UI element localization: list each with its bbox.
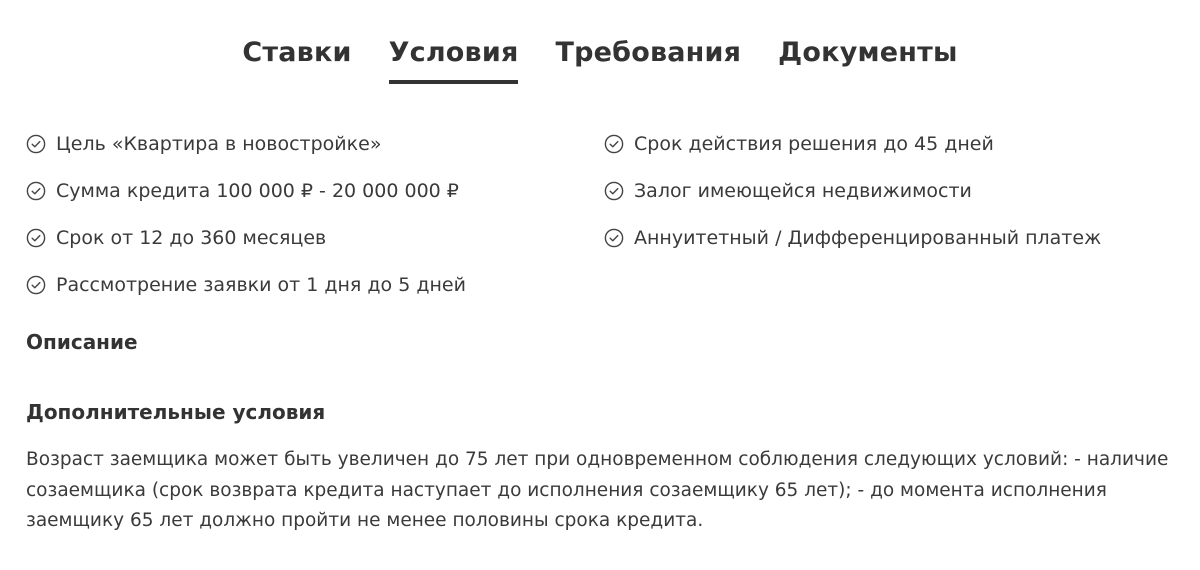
check-circle-icon [604, 181, 624, 201]
additional-conditions-heading: Дополнительные условия [26, 400, 326, 424]
features-right-column [604, 120, 1101, 261]
feature-label: Рассмотрение заявки от 1 дня до 5 дней [56, 273, 466, 296]
feature-item-term [26, 214, 466, 261]
tab-documents[interactable]: Документы [778, 37, 958, 68]
feature-label: Сумма кредита 100 000 ₽ - 20 000 000 ₽ [56, 179, 459, 202]
feature-label: Аннуитетный / Дифференцированный платеж [634, 226, 1102, 249]
tab-conditions[interactable]: Условия [389, 30, 519, 84]
check-circle-icon [26, 134, 46, 154]
feature-item-decision-validity [604, 120, 1101, 167]
check-circle-icon [604, 134, 624, 154]
features-list [26, 120, 1176, 300]
feature-label: Цель «Квартира в новостройке» [56, 132, 382, 155]
feature-label: Срок действия решения до 45 дней [634, 132, 994, 155]
check-circle-icon [26, 228, 46, 248]
tab-bar [0, 30, 1200, 90]
feature-label: Срок от 12 до 360 месяцев [56, 226, 327, 249]
tab-rates[interactable]: Ставки [242, 37, 352, 68]
check-circle-icon [26, 275, 46, 295]
description-heading: Описание [26, 330, 138, 354]
features-left-column [26, 120, 466, 308]
feature-item-collateral [604, 167, 1101, 214]
check-circle-icon [26, 181, 46, 201]
feature-label: Залог имеющейся недвижимости [634, 179, 972, 202]
feature-item-purpose [26, 120, 466, 167]
tab-requirements[interactable]: Требования [555, 37, 742, 68]
feature-item-review [26, 261, 466, 308]
check-circle-icon [604, 228, 624, 248]
feature-item-payment-type [604, 214, 1101, 261]
feature-item-amount [26, 167, 466, 214]
additional-conditions-text: Возраст заемщика может быть увеличен до 75 лет при одновременном соблюдения следующих условий: - наличие созаемщика (срок возврата кредита наступает до исполнения созаемщику 65 лет); - до момента исполнения заемщику 65 лет должно пройти не менее половины срока кредита. [26, 449, 1169, 531]
